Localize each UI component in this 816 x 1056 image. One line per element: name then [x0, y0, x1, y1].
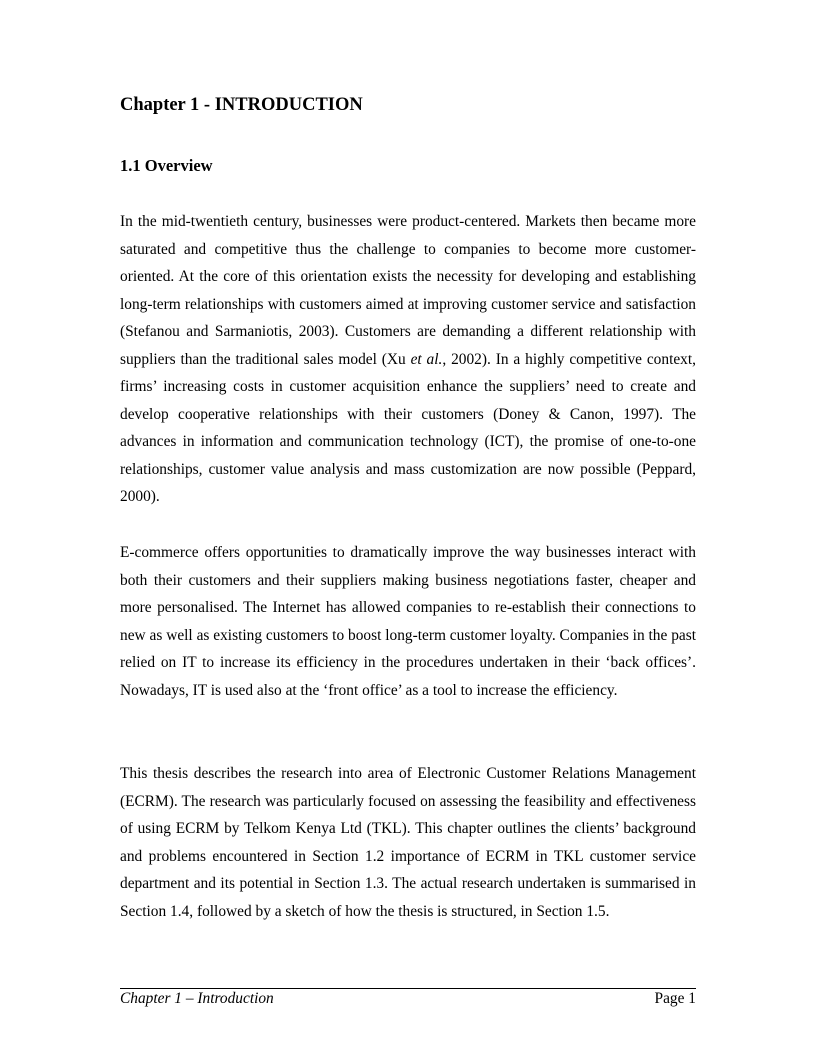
page-footer — [120, 990, 696, 1008]
footer-divider — [120, 988, 696, 989]
footer-page-number: Page 1 — [654, 990, 696, 1007]
section-heading: 1.1 Overview — [120, 156, 213, 175]
paragraph-ecommerce: E-commerce offers opportunities to dramatically improve the way businesses interact with both their customers and their suppliers making business negotiations faster, cheaper and more personalised. The Internet has allowed companies to re-establish their connections to new as well as existing customers to boost long-term customer loyalty. Companies in the past relied on IT to increase its efficiency in the procedures undertaken in their ‘back offices’. Nowadays, IT is used also at the ‘front office’ as a tool to increase the efficiency. — [120, 544, 696, 699]
paragraph-overview-1 — [120, 208, 696, 511]
paragraph-1-text-b: , 2002). In a highly competitive context, firms’ increasing costs in customer acquisition enhance the suppliers’ need to create and develop cooperative relationships with their customers (Doney & Canon, 1997). The advances in information and communication technology (ICT), the promise of one-to-one relationships, customer value analysis and mass customization are now possible (Peppard, 2000). — [120, 350, 696, 505]
paragraph-1-italic: et al. — [410, 350, 443, 368]
chapter-title: Chapter 1 - INTRODUCTION — [120, 95, 363, 115]
footer-chapter-label: Chapter 1 – Introduction — [120, 990, 274, 1007]
paragraph-1-text-a: In the mid-twentieth century, businesses were product-centered. Markets then became more saturated and competitive thus the challenge to companies to become more customer-oriented. At the core of this orientation exists the necessity for developing and establishing long-term relationships with customers aimed at improving customer service and satisfaction (Stefanou and Sarmaniotis, 2003). Customers are demanding a different relationship with suppliers than the traditional sales model (Xu — [120, 213, 696, 368]
paragraph-thesis-outline: This thesis describes the research into area of Electronic Customer Relations Management (ECRM). The research was particularly focused on assessing the feasibility and effectiveness of using ECRM by Telkom Kenya Ltd (TKL). This chapter outlines the clients’ background and problems encountered in Section 1.2 importance of ECRM in TKL customer service department and its potential in Section 1.3. The actual research undertaken is summarised in Section 1.4, followed by a sketch of how the thesis is structured, in Section 1.5. — [120, 765, 696, 920]
